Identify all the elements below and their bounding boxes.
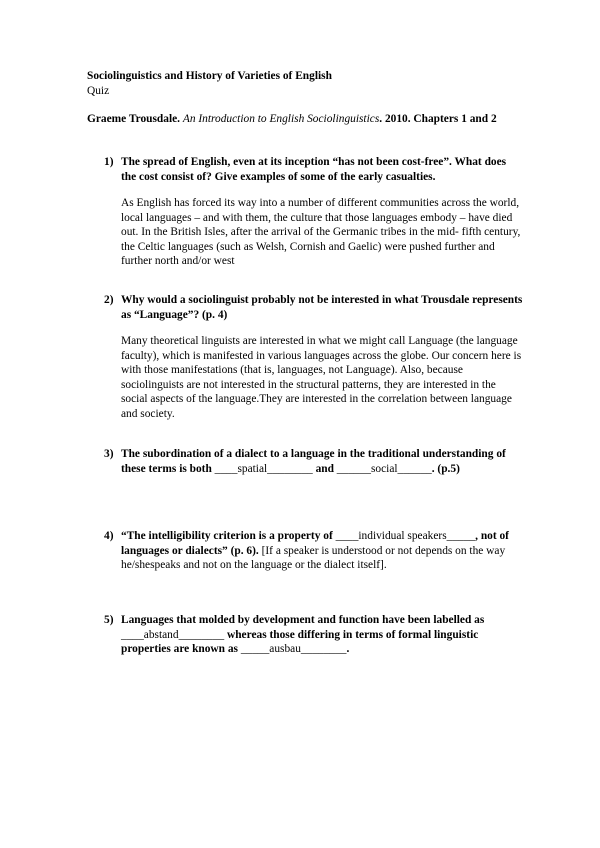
question-text: Why would a sociolinguist probably not be interested in what Trousdale represents as “Language”? (p. 4): [121, 294, 523, 321]
question-text-part: Languages that molded by development and function have been labelled as: [121, 614, 485, 626]
question-4: [104, 529, 524, 573]
document-title: Sociolinguistics and History of Varieties of English: [87, 70, 332, 82]
answer-blank: ______social______: [336, 462, 432, 475]
answer-blank: _____ausbau________: [240, 643, 347, 655]
question-text-part: The subordination of a dialect to a language in the traditional understanding of these terms is both: [121, 448, 506, 475]
question-number: 3): [104, 448, 114, 460]
question-1: [104, 155, 524, 269]
question-2: [104, 293, 524, 421]
question-number: 2): [104, 294, 114, 306]
answer-text: Many theoretical linguists are interested in what we might call Language (the language faculty), which is manifested in various languages across the globe. Our concern here is with those manifestations (that is, languages, not Language). Also, because sociolinguists are not interested in the structural patterns, they are interested in the social aspects of the language.They are interested in the correlation between language and society.: [121, 335, 522, 420]
answer-note: [If a speaker is understood or not depends on the way he/shespeaks and not on the language or the dialect itself].: [121, 544, 506, 571]
question-text: The spread of English, even at its inception “has not been cost-free”. What does the cost consist of? Give examples of some of the early casualties.: [121, 156, 507, 183]
question-text: [121, 447, 524, 476]
question-text-part: .: [346, 643, 350, 655]
source-details: . 2010. Chapters 1 and 2: [379, 113, 497, 125]
question-text-part: whereas those differing in terms of formal linguistic properties are known as: [121, 628, 479, 655]
source-book-title: An Introduction to English Sociolinguistics: [182, 113, 380, 125]
answer-blank: ____abstand________: [121, 628, 225, 641]
document-header: [87, 69, 527, 98]
question-3: [104, 447, 524, 476]
question-text: [121, 529, 524, 573]
answer-blank: ____spatial________: [214, 462, 313, 475]
source-author: Graeme Trousdale.: [87, 113, 181, 125]
question-text-part: and: [312, 462, 337, 475]
question-text-part: “The intelligibility criterion is a property of: [121, 530, 336, 542]
question-number: 5): [104, 614, 114, 626]
answer-text: As English has forced its way into a number of different communities across the world, local languages – and with them, the culture that those languages embody – have died out. In the British Isles, after the arrival of the Germanic tribes in the mid- fifth century, the Celtic languages (such as Welsh, Cornish and Gaelic) were pushed further and further north and/or west: [121, 197, 521, 267]
answer-blank: ____individual speakers_____: [335, 530, 476, 542]
question-5: [104, 613, 524, 657]
question-text-part: . (p.5): [431, 462, 460, 475]
question-number: 4): [104, 530, 114, 542]
question-text-part: , not of languages or dialects” (p. 6).: [121, 530, 509, 557]
question-number: 1): [104, 156, 114, 168]
question-text: [121, 613, 524, 657]
document-subtitle: Quiz: [87, 84, 110, 97]
source-reference: [87, 112, 517, 127]
